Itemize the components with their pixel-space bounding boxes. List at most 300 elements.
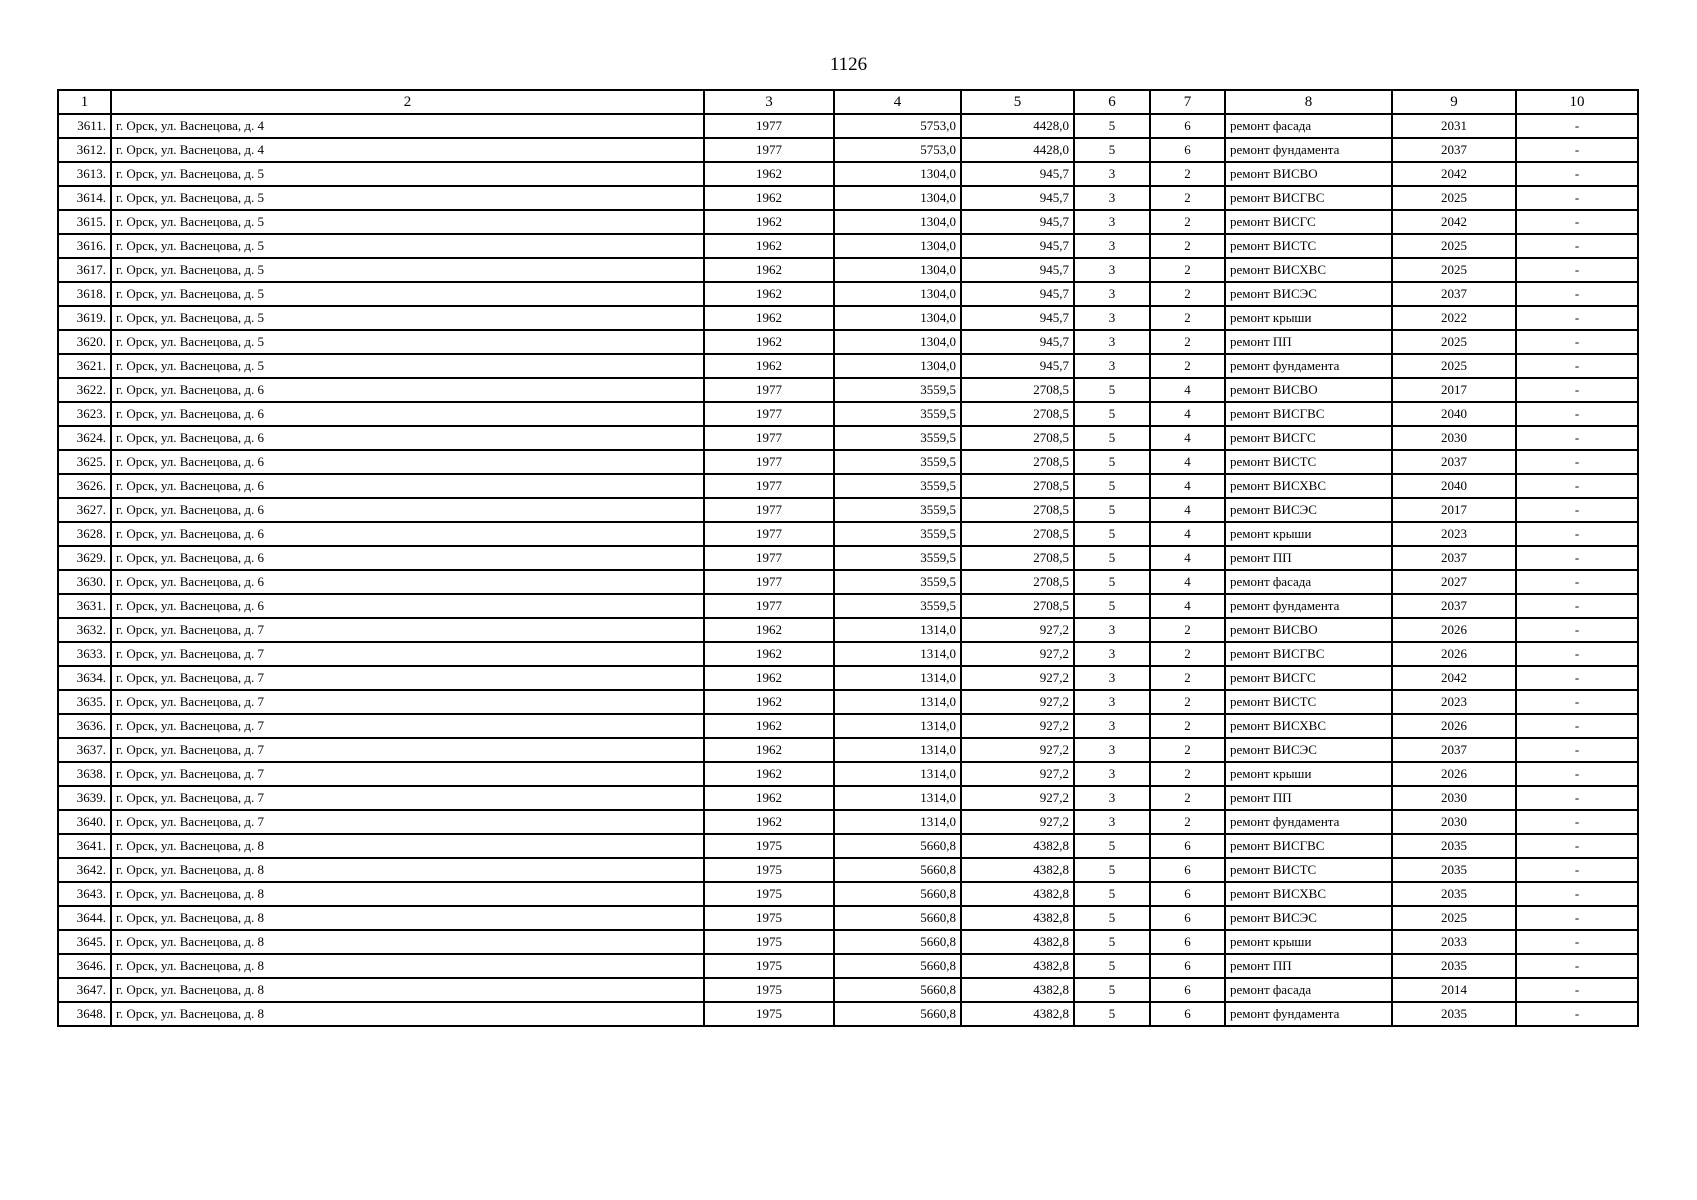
build-year-cell: 1977 [704, 474, 834, 498]
column-header: 2 [111, 90, 704, 114]
table-row [58, 858, 1638, 882]
work-type-cell: ремонт фасада [1225, 978, 1392, 1002]
table-row [58, 234, 1638, 258]
table-row [58, 210, 1638, 234]
table-row [58, 378, 1638, 402]
total-area-cell: 5660,8 [834, 1002, 961, 1026]
column-header: 4 [834, 90, 961, 114]
living-area-cell: 945,7 [961, 162, 1074, 186]
row-number-cell: 3621. [58, 354, 111, 378]
note-cell: - [1516, 402, 1638, 426]
row-number-cell: 3630. [58, 570, 111, 594]
total-area-cell: 1304,0 [834, 162, 961, 186]
work-type-cell: ремонт фундамента [1225, 810, 1392, 834]
note-cell: - [1516, 138, 1638, 162]
row-number-cell: 3619. [58, 306, 111, 330]
floors-cell: 5 [1074, 906, 1150, 930]
note-cell: - [1516, 1002, 1638, 1026]
living-area-cell: 945,7 [961, 186, 1074, 210]
address-cell: г. Орск, ул. Васнецова, д. 5 [111, 306, 704, 330]
plan-year-cell: 2035 [1392, 1002, 1516, 1026]
address-cell: г. Орск, ул. Васнецова, д. 5 [111, 282, 704, 306]
address-cell: г. Орск, ул. Васнецова, д. 6 [111, 450, 704, 474]
living-area-cell: 927,2 [961, 666, 1074, 690]
plan-year-cell: 2037 [1392, 282, 1516, 306]
floors-cell: 5 [1074, 474, 1150, 498]
entrances-cell: 4 [1150, 402, 1225, 426]
living-area-cell: 4382,8 [961, 930, 1074, 954]
address-cell: г. Орск, ул. Васнецова, д. 6 [111, 498, 704, 522]
address-cell: г. Орск, ул. Васнецова, д. 7 [111, 810, 704, 834]
address-cell: г. Орск, ул. Васнецова, д. 5 [111, 186, 704, 210]
total-area-cell: 5660,8 [834, 930, 961, 954]
build-year-cell: 1975 [704, 1002, 834, 1026]
floors-cell: 5 [1074, 570, 1150, 594]
note-cell: - [1516, 858, 1638, 882]
entrances-cell: 2 [1150, 234, 1225, 258]
floors-cell: 3 [1074, 642, 1150, 666]
address-cell: г. Орск, ул. Васнецова, д. 8 [111, 930, 704, 954]
table-row [58, 642, 1638, 666]
floors-cell: 5 [1074, 426, 1150, 450]
floors-cell: 3 [1074, 714, 1150, 738]
plan-year-cell: 2022 [1392, 306, 1516, 330]
build-year-cell: 1962 [704, 762, 834, 786]
row-number-cell: 3627. [58, 498, 111, 522]
column-header: 10 [1516, 90, 1638, 114]
build-year-cell: 1977 [704, 138, 834, 162]
total-area-cell: 5753,0 [834, 114, 961, 138]
build-year-cell: 1962 [704, 258, 834, 282]
floors-cell: 3 [1074, 810, 1150, 834]
table-row [58, 594, 1638, 618]
total-area-cell: 3559,5 [834, 450, 961, 474]
total-area-cell: 3559,5 [834, 498, 961, 522]
work-type-cell: ремонт ВИСВО [1225, 162, 1392, 186]
build-year-cell: 1962 [704, 618, 834, 642]
build-year-cell: 1977 [704, 570, 834, 594]
note-cell: - [1516, 546, 1638, 570]
table-body [58, 114, 1638, 1026]
total-area-cell: 3559,5 [834, 402, 961, 426]
entrances-cell: 4 [1150, 498, 1225, 522]
total-area-cell: 5660,8 [834, 858, 961, 882]
note-cell: - [1516, 666, 1638, 690]
plan-year-cell: 2037 [1392, 546, 1516, 570]
row-number-cell: 3612. [58, 138, 111, 162]
build-year-cell: 1975 [704, 906, 834, 930]
entrances-cell: 6 [1150, 834, 1225, 858]
build-year-cell: 1977 [704, 450, 834, 474]
table-row [58, 450, 1638, 474]
note-cell: - [1516, 234, 1638, 258]
table-row [58, 282, 1638, 306]
plan-year-cell: 2040 [1392, 402, 1516, 426]
total-area-cell: 1304,0 [834, 258, 961, 282]
work-type-cell: ремонт ВИСХВС [1225, 258, 1392, 282]
note-cell: - [1516, 762, 1638, 786]
plan-year-cell: 2042 [1392, 666, 1516, 690]
living-area-cell: 4428,0 [961, 114, 1074, 138]
entrances-cell: 2 [1150, 186, 1225, 210]
total-area-cell: 3559,5 [834, 474, 961, 498]
total-area-cell: 1314,0 [834, 714, 961, 738]
note-cell: - [1516, 906, 1638, 930]
work-type-cell: ремонт фундамента [1225, 594, 1392, 618]
entrances-cell: 4 [1150, 546, 1225, 570]
note-cell: - [1516, 306, 1638, 330]
table-row [58, 666, 1638, 690]
table-row [58, 906, 1638, 930]
address-cell: г. Орск, ул. Васнецова, д. 6 [111, 522, 704, 546]
total-area-cell: 5660,8 [834, 954, 961, 978]
row-number-cell: 3617. [58, 258, 111, 282]
table-row [58, 354, 1638, 378]
note-cell: - [1516, 378, 1638, 402]
floors-cell: 3 [1074, 162, 1150, 186]
work-type-cell: ремонт фасада [1225, 570, 1392, 594]
note-cell: - [1516, 642, 1638, 666]
entrances-cell: 6 [1150, 858, 1225, 882]
build-year-cell: 1962 [704, 786, 834, 810]
table-row [58, 570, 1638, 594]
entrances-cell: 2 [1150, 714, 1225, 738]
living-area-cell: 4382,8 [961, 906, 1074, 930]
address-cell: г. Орск, ул. Васнецова, д. 6 [111, 402, 704, 426]
work-type-cell: ремонт ВИСТС [1225, 858, 1392, 882]
work-type-cell: ремонт ВИСГС [1225, 426, 1392, 450]
entrances-cell: 2 [1150, 786, 1225, 810]
entrances-cell: 4 [1150, 594, 1225, 618]
plan-year-cell: 2025 [1392, 354, 1516, 378]
entrances-cell: 2 [1150, 618, 1225, 642]
row-number-cell: 3615. [58, 210, 111, 234]
living-area-cell: 945,7 [961, 282, 1074, 306]
note-cell: - [1516, 810, 1638, 834]
note-cell: - [1516, 186, 1638, 210]
row-number-cell: 3620. [58, 330, 111, 354]
address-cell: г. Орск, ул. Васнецова, д. 7 [111, 690, 704, 714]
table-row [58, 474, 1638, 498]
total-area-cell: 1314,0 [834, 762, 961, 786]
living-area-cell: 2708,5 [961, 570, 1074, 594]
entrances-cell: 2 [1150, 354, 1225, 378]
row-number-cell: 3644. [58, 906, 111, 930]
row-number-cell: 3636. [58, 714, 111, 738]
table-row [58, 882, 1638, 906]
total-area-cell: 3559,5 [834, 570, 961, 594]
total-area-cell: 1314,0 [834, 786, 961, 810]
row-number-cell: 3637. [58, 738, 111, 762]
plan-year-cell: 2040 [1392, 474, 1516, 498]
entrances-cell: 6 [1150, 930, 1225, 954]
plan-year-cell: 2017 [1392, 498, 1516, 522]
address-cell: г. Орск, ул. Васнецова, д. 6 [111, 546, 704, 570]
row-number-cell: 3613. [58, 162, 111, 186]
address-cell: г. Орск, ул. Васнецова, д. 8 [111, 978, 704, 1002]
build-year-cell: 1962 [704, 810, 834, 834]
entrances-cell: 2 [1150, 258, 1225, 282]
total-area-cell: 1304,0 [834, 234, 961, 258]
floors-cell: 3 [1074, 186, 1150, 210]
table-row [58, 690, 1638, 714]
table-row [58, 810, 1638, 834]
total-area-cell: 3559,5 [834, 426, 961, 450]
table-row [58, 978, 1638, 1002]
column-header: 3 [704, 90, 834, 114]
floors-cell: 3 [1074, 306, 1150, 330]
work-type-cell: ремонт ВИСЭС [1225, 738, 1392, 762]
floors-cell: 5 [1074, 882, 1150, 906]
living-area-cell: 2708,5 [961, 378, 1074, 402]
plan-year-cell: 2023 [1392, 522, 1516, 546]
living-area-cell: 927,2 [961, 618, 1074, 642]
living-area-cell: 2708,5 [961, 474, 1074, 498]
total-area-cell: 1314,0 [834, 642, 961, 666]
total-area-cell: 1314,0 [834, 690, 961, 714]
plan-year-cell: 2037 [1392, 138, 1516, 162]
build-year-cell: 1977 [704, 498, 834, 522]
work-type-cell: ремонт фундамента [1225, 1002, 1392, 1026]
note-cell: - [1516, 162, 1638, 186]
row-number-cell: 3640. [58, 810, 111, 834]
living-area-cell: 2708,5 [961, 546, 1074, 570]
plan-year-cell: 2030 [1392, 810, 1516, 834]
table-row [58, 426, 1638, 450]
floors-cell: 3 [1074, 354, 1150, 378]
build-year-cell: 1975 [704, 930, 834, 954]
row-number-cell: 3643. [58, 882, 111, 906]
plan-year-cell: 2026 [1392, 618, 1516, 642]
floors-cell: 3 [1074, 690, 1150, 714]
build-year-cell: 1962 [704, 666, 834, 690]
build-year-cell: 1962 [704, 306, 834, 330]
build-year-cell: 1977 [704, 426, 834, 450]
work-type-cell: ремонт ВИСГВС [1225, 402, 1392, 426]
total-area-cell: 1304,0 [834, 186, 961, 210]
entrances-cell: 6 [1150, 882, 1225, 906]
note-cell: - [1516, 474, 1638, 498]
build-year-cell: 1962 [704, 714, 834, 738]
note-cell: - [1516, 618, 1638, 642]
build-year-cell: 1977 [704, 522, 834, 546]
column-header: 6 [1074, 90, 1150, 114]
table-row [58, 930, 1638, 954]
plan-year-cell: 2042 [1392, 210, 1516, 234]
address-cell: г. Орск, ул. Васнецова, д. 6 [111, 378, 704, 402]
build-year-cell: 1962 [704, 210, 834, 234]
entrances-cell: 2 [1150, 810, 1225, 834]
entrances-cell: 6 [1150, 978, 1225, 1002]
address-cell: г. Орск, ул. Васнецова, д. 5 [111, 258, 704, 282]
table-row [58, 738, 1638, 762]
table-row [58, 330, 1638, 354]
address-cell: г. Орск, ул. Васнецова, д. 5 [111, 354, 704, 378]
note-cell: - [1516, 738, 1638, 762]
row-number-cell: 3641. [58, 834, 111, 858]
entrances-cell: 2 [1150, 666, 1225, 690]
living-area-cell: 945,7 [961, 354, 1074, 378]
total-area-cell: 5660,8 [834, 906, 961, 930]
build-year-cell: 1962 [704, 282, 834, 306]
plan-year-cell: 2014 [1392, 978, 1516, 1002]
address-cell: г. Орск, ул. Васнецова, д. 8 [111, 1002, 704, 1026]
work-type-cell: ремонт ВИСВО [1225, 378, 1392, 402]
floors-cell: 3 [1074, 618, 1150, 642]
row-number-cell: 3639. [58, 786, 111, 810]
plan-year-cell: 2035 [1392, 858, 1516, 882]
floors-cell: 5 [1074, 858, 1150, 882]
table-row [58, 522, 1638, 546]
work-type-cell: ремонт крыши [1225, 522, 1392, 546]
living-area-cell: 4382,8 [961, 978, 1074, 1002]
floors-cell: 3 [1074, 210, 1150, 234]
address-cell: г. Орск, ул. Васнецова, д. 8 [111, 858, 704, 882]
row-number-cell: 3634. [58, 666, 111, 690]
work-type-cell: ремонт ВИСЭС [1225, 498, 1392, 522]
note-cell: - [1516, 786, 1638, 810]
note-cell: - [1516, 450, 1638, 474]
work-type-cell: ремонт крыши [1225, 930, 1392, 954]
work-type-cell: ремонт ВИСГС [1225, 666, 1392, 690]
total-area-cell: 3559,5 [834, 546, 961, 570]
note-cell: - [1516, 258, 1638, 282]
living-area-cell: 945,7 [961, 210, 1074, 234]
plan-year-cell: 2026 [1392, 642, 1516, 666]
address-cell: г. Орск, ул. Васнецова, д. 6 [111, 570, 704, 594]
build-year-cell: 1977 [704, 378, 834, 402]
address-cell: г. Орск, ул. Васнецова, д. 4 [111, 138, 704, 162]
living-area-cell: 927,2 [961, 690, 1074, 714]
column-header: 1 [58, 90, 111, 114]
address-cell: г. Орск, ул. Васнецова, д. 7 [111, 642, 704, 666]
column-header: 9 [1392, 90, 1516, 114]
address-cell: г. Орск, ул. Васнецова, д. 4 [111, 114, 704, 138]
address-cell: г. Орск, ул. Васнецова, д. 7 [111, 738, 704, 762]
row-number-cell: 3611. [58, 114, 111, 138]
note-cell: - [1516, 426, 1638, 450]
note-cell: - [1516, 522, 1638, 546]
plan-year-cell: 2025 [1392, 234, 1516, 258]
address-cell: г. Орск, ул. Васнецова, д. 5 [111, 162, 704, 186]
note-cell: - [1516, 954, 1638, 978]
table-row [58, 618, 1638, 642]
table-row [58, 498, 1638, 522]
address-cell: г. Орск, ул. Васнецова, д. 7 [111, 618, 704, 642]
living-area-cell: 2708,5 [961, 498, 1074, 522]
build-year-cell: 1975 [704, 834, 834, 858]
address-cell: г. Орск, ул. Васнецова, д. 8 [111, 954, 704, 978]
entrances-cell: 2 [1150, 738, 1225, 762]
address-cell: г. Орск, ул. Васнецова, д. 6 [111, 426, 704, 450]
address-cell: г. Орск, ул. Васнецова, д. 8 [111, 882, 704, 906]
entrances-cell: 6 [1150, 138, 1225, 162]
plan-year-cell: 2025 [1392, 906, 1516, 930]
table-row [58, 162, 1638, 186]
work-type-cell: ремонт ВИСХВС [1225, 714, 1392, 738]
build-year-cell: 1962 [704, 354, 834, 378]
total-area-cell: 1304,0 [834, 210, 961, 234]
work-type-cell: ремонт ВИСТС [1225, 690, 1392, 714]
entrances-cell: 2 [1150, 162, 1225, 186]
entrances-cell: 6 [1150, 114, 1225, 138]
living-area-cell: 4428,0 [961, 138, 1074, 162]
plan-year-cell: 2030 [1392, 426, 1516, 450]
living-area-cell: 927,2 [961, 786, 1074, 810]
floors-cell: 5 [1074, 402, 1150, 426]
plan-year-cell: 2025 [1392, 186, 1516, 210]
floors-cell: 5 [1074, 978, 1150, 1002]
plan-year-cell: 2035 [1392, 882, 1516, 906]
total-area-cell: 5753,0 [834, 138, 961, 162]
row-number-cell: 3638. [58, 762, 111, 786]
floors-cell: 5 [1074, 522, 1150, 546]
build-year-cell: 1962 [704, 162, 834, 186]
floors-cell: 5 [1074, 954, 1150, 978]
floors-cell: 5 [1074, 546, 1150, 570]
living-area-cell: 4382,8 [961, 834, 1074, 858]
row-number-cell: 3635. [58, 690, 111, 714]
living-area-cell: 2708,5 [961, 450, 1074, 474]
floors-cell: 3 [1074, 786, 1150, 810]
floors-cell: 3 [1074, 282, 1150, 306]
plan-year-cell: 2035 [1392, 834, 1516, 858]
floors-cell: 5 [1074, 450, 1150, 474]
living-area-cell: 927,2 [961, 810, 1074, 834]
work-type-cell: ремонт ВИСТС [1225, 450, 1392, 474]
floors-cell: 3 [1074, 738, 1150, 762]
floors-cell: 5 [1074, 378, 1150, 402]
entrances-cell: 6 [1150, 1002, 1225, 1026]
table-row [58, 1002, 1638, 1026]
address-cell: г. Орск, ул. Васнецова, д. 7 [111, 762, 704, 786]
table-row [58, 138, 1638, 162]
living-area-cell: 4382,8 [961, 954, 1074, 978]
row-number-cell: 3618. [58, 282, 111, 306]
total-area-cell: 1314,0 [834, 738, 961, 762]
row-number-cell: 3625. [58, 450, 111, 474]
work-type-cell: ремонт крыши [1225, 306, 1392, 330]
row-number-cell: 3623. [58, 402, 111, 426]
build-year-cell: 1962 [704, 234, 834, 258]
plan-year-cell: 2026 [1392, 714, 1516, 738]
floors-cell: 3 [1074, 330, 1150, 354]
living-area-cell: 927,2 [961, 714, 1074, 738]
note-cell: - [1516, 354, 1638, 378]
address-cell: г. Орск, ул. Васнецова, д. 7 [111, 786, 704, 810]
total-area-cell: 3559,5 [834, 378, 961, 402]
row-number-cell: 3626. [58, 474, 111, 498]
build-year-cell: 1975 [704, 882, 834, 906]
total-area-cell: 1314,0 [834, 618, 961, 642]
table-row [58, 762, 1638, 786]
build-year-cell: 1975 [704, 978, 834, 1002]
work-type-cell: ремонт ПП [1225, 330, 1392, 354]
living-area-cell: 945,7 [961, 330, 1074, 354]
row-number-cell: 3614. [58, 186, 111, 210]
table-row [58, 402, 1638, 426]
build-year-cell: 1977 [704, 594, 834, 618]
address-cell: г. Орск, ул. Васнецова, д. 7 [111, 714, 704, 738]
note-cell: - [1516, 114, 1638, 138]
note-cell: - [1516, 930, 1638, 954]
note-cell: - [1516, 714, 1638, 738]
plan-year-cell: 2031 [1392, 114, 1516, 138]
plan-year-cell: 2042 [1392, 162, 1516, 186]
total-area-cell: 1314,0 [834, 666, 961, 690]
build-year-cell: 1962 [704, 738, 834, 762]
build-year-cell: 1977 [704, 402, 834, 426]
